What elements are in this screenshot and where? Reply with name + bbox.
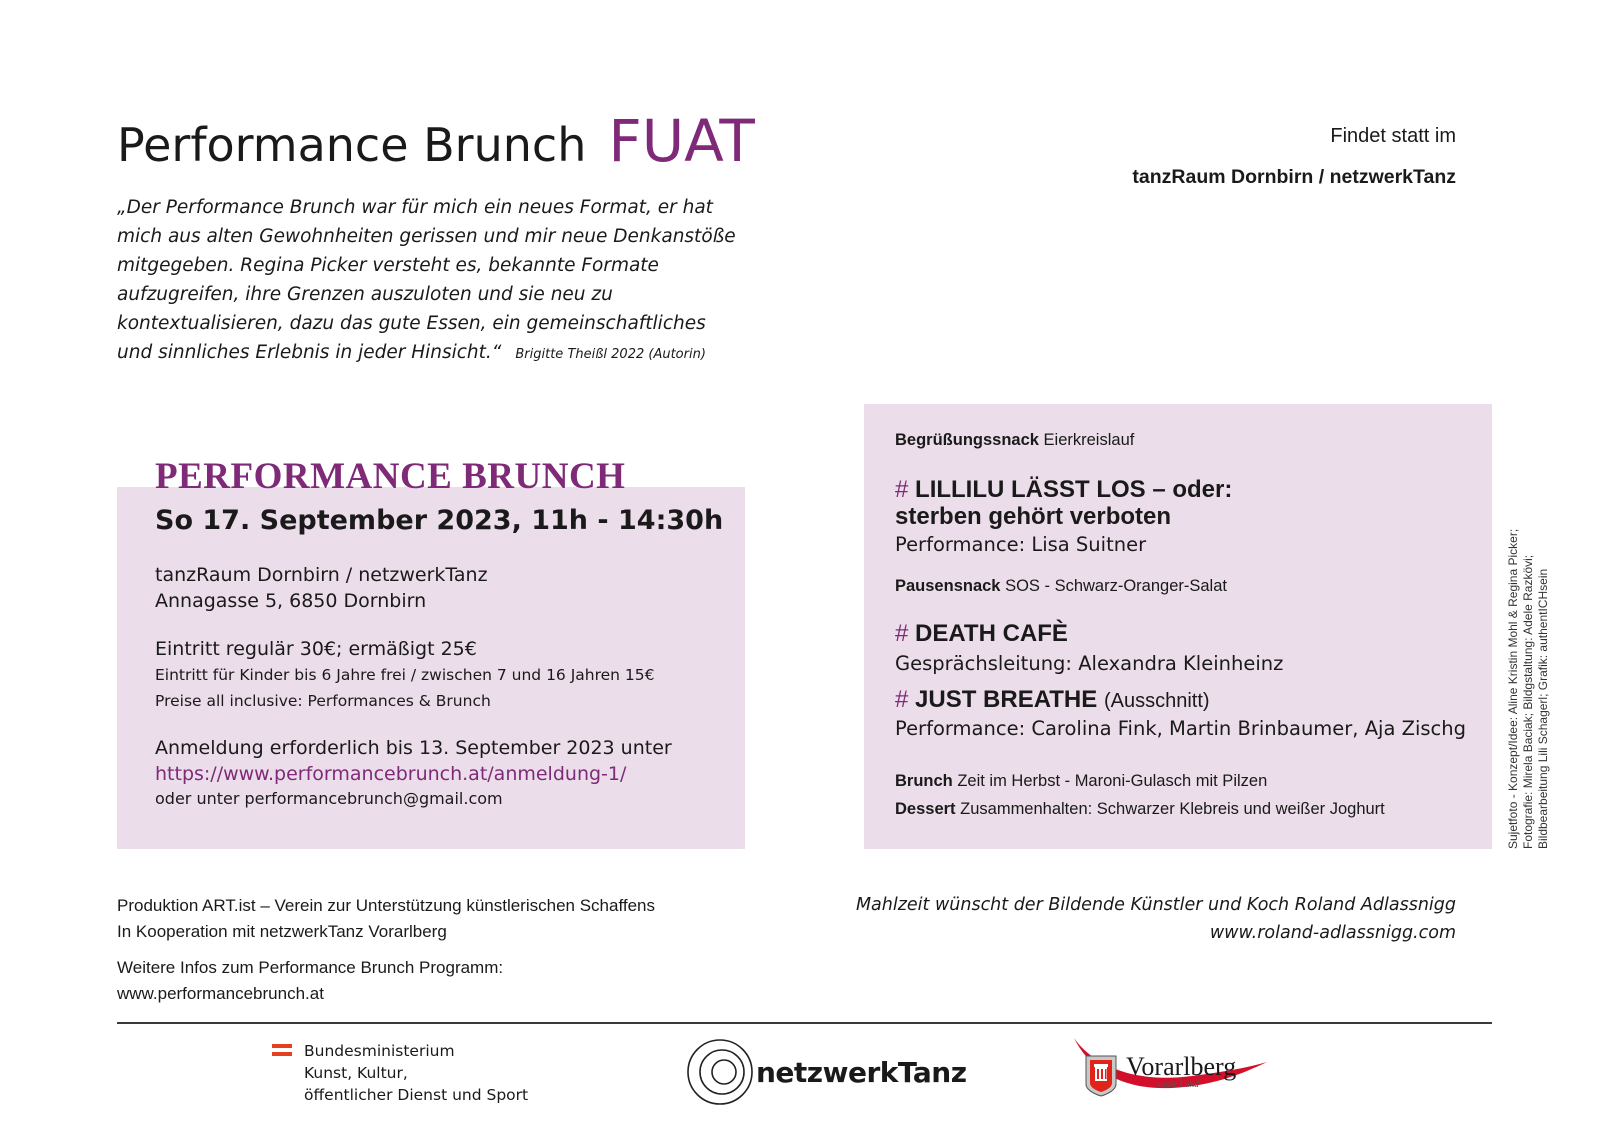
act1-title xyxy=(895,476,1232,530)
act2-title xyxy=(895,620,1068,648)
more-info xyxy=(117,955,503,1007)
act2-moderator: Gesprächsleitung: Alexandra Kleinheinz xyxy=(895,652,1284,675)
quote-author: Brigitte Theißl 2022 (Autorin) xyxy=(515,347,706,362)
registration-link[interactable]: https://www.performancebrunch.at/anmeldung-1/ xyxy=(155,763,627,785)
hash-icon: # xyxy=(895,476,909,503)
info-url-link[interactable]: www.performancebrunch.at xyxy=(117,984,324,1003)
brunch-label: Brunch xyxy=(895,772,953,790)
venue-intro: Findet statt im xyxy=(1330,125,1456,147)
chef-url-link[interactable]: www.roland-adlassnigg.com xyxy=(1209,923,1456,943)
venue-name: tanzRaum Dornbirn / netzwerkTanz xyxy=(1132,166,1456,188)
production-info xyxy=(117,893,655,945)
credits-line-1: Sujetfoto - Konzept/Idee: Aline Kristin Mohl & Regina Picker; xyxy=(1506,528,1520,849)
act1-title-line1: LILLILU LÄSST LOS – oder: xyxy=(915,476,1233,503)
photo-credits xyxy=(1506,449,1551,849)
netzwerktanz-rings-icon xyxy=(686,1036,754,1108)
pause-snack xyxy=(895,577,1227,596)
event-date: So 17. September 2023, 11h - 14:30h xyxy=(155,505,724,536)
address-line-1: tanzRaum Dornbirn / netzwerkTanz xyxy=(155,564,488,586)
chef-line: Mahlzeit wünscht der Bildende Künstler und Koch Roland Adlassnigg xyxy=(855,895,1456,915)
chef-credit xyxy=(856,891,1456,947)
production-line: Produktion ART.ist – Verein zur Unterstützung künstlerischen Schaffens xyxy=(117,896,655,915)
address-line-2: Annagasse 5, 6850 Dornbirn xyxy=(155,590,427,612)
credits-line-3: Bildbearbeitung Lili Schagerl; Grafik: authentICHsein xyxy=(1536,568,1550,849)
quote-text: „Der Performance Brunch war für mich ein neues Format, er hat mich aus alten Gewohnheiten gerissen und mir neue Denkanstöße mitgegeben. Regina Picker versteht es, bekannte Formate aufzugreifen, ihre Grenzen auszuloten und sie neu zu kontextualisieren, dazu das gute Essen, ein gemeinschaftliches und sinnliches Erlebnis in jeder Hinsicht.“ xyxy=(117,197,736,363)
vorarlberg-logo xyxy=(1072,1034,1272,1099)
registration-note: Anmeldung erforderlich bis 13. September 2023 unter xyxy=(155,737,672,759)
act3-note: (Ausschnitt) xyxy=(1103,690,1210,712)
brunch-item xyxy=(895,772,1267,791)
welcome-snack xyxy=(895,431,1134,450)
price-children: Eintritt für Kinder bis 6 Jahre frei / zwischen 7 und 16 Jahren 15€ xyxy=(155,666,655,684)
pause-label: Pausensnack xyxy=(895,577,1001,595)
welcome-label: Begrüßungssnack xyxy=(895,431,1039,449)
page-title xyxy=(117,107,755,175)
registration-email: oder unter performancebrunch@gmail.com xyxy=(155,789,503,808)
pause-text: SOS - Schwarz-Oranger-Salat xyxy=(1005,577,1227,595)
hash-icon: # xyxy=(895,686,909,713)
brunch-text: Zeit im Herbst - Maroni-Gulasch mit Pilzen xyxy=(957,772,1268,790)
act2-title-text: DEATH CAFÈ xyxy=(915,620,1068,647)
act3-title xyxy=(895,686,1210,714)
austria-flag-icon xyxy=(272,1044,292,1056)
cooperation-line: In Kooperation mit netzwerkTanz Vorarlberg xyxy=(117,922,447,941)
testimonial-quote xyxy=(117,193,737,369)
title-text: Performance Brunch xyxy=(117,118,587,172)
credits-line-2: Fotografie: Mirela Baciak; Bildgstaltung: Adele Razkövi; xyxy=(1521,554,1535,849)
act1-performer: Performance: Lisa Suitner xyxy=(895,533,1147,556)
dessert-label: Dessert xyxy=(895,800,956,818)
footer-divider xyxy=(117,1022,1492,1024)
event-heading: PERFORMANCE BRUNCH xyxy=(155,456,626,497)
price-inclusive: Preise all inclusive: Performances & Brunch xyxy=(155,692,491,710)
info-label: Weitere Infos zum Performance Brunch Programm: xyxy=(117,958,504,977)
welcome-text: Eierkreislauf xyxy=(1043,431,1135,449)
vorarlberg-wordmark: Vorarlberg xyxy=(1126,1052,1237,1081)
dessert-text: Zusammenhalten: Schwarzer Klebreis und weißer Joghurt xyxy=(960,800,1385,818)
dessert-item xyxy=(895,800,1385,819)
hash-icon: # xyxy=(895,620,909,647)
vorarlberg-tagline: unser Land xyxy=(1156,1080,1200,1090)
price-main: Eintritt regulär 30€; ermäßigt 25€ xyxy=(155,638,477,660)
title-accent: FUAT xyxy=(608,107,755,175)
bmk-line-2: Kunst, Kultur, xyxy=(304,1064,408,1082)
bmk-line-1: Bundesministerium xyxy=(304,1042,455,1060)
netzwerktanz-wordmark: netzwerkTanz xyxy=(756,1056,967,1089)
act3-performers: Performance: Carolina Fink, Martin Brinbaumer, Aja Zischg xyxy=(895,717,1467,740)
act3-title-text: JUST BREATHE xyxy=(915,686,1098,713)
act1-title-line2: sterben gehört verboten xyxy=(895,503,1172,530)
bmk-line-3: öffentlicher Dienst und Sport xyxy=(304,1086,529,1104)
